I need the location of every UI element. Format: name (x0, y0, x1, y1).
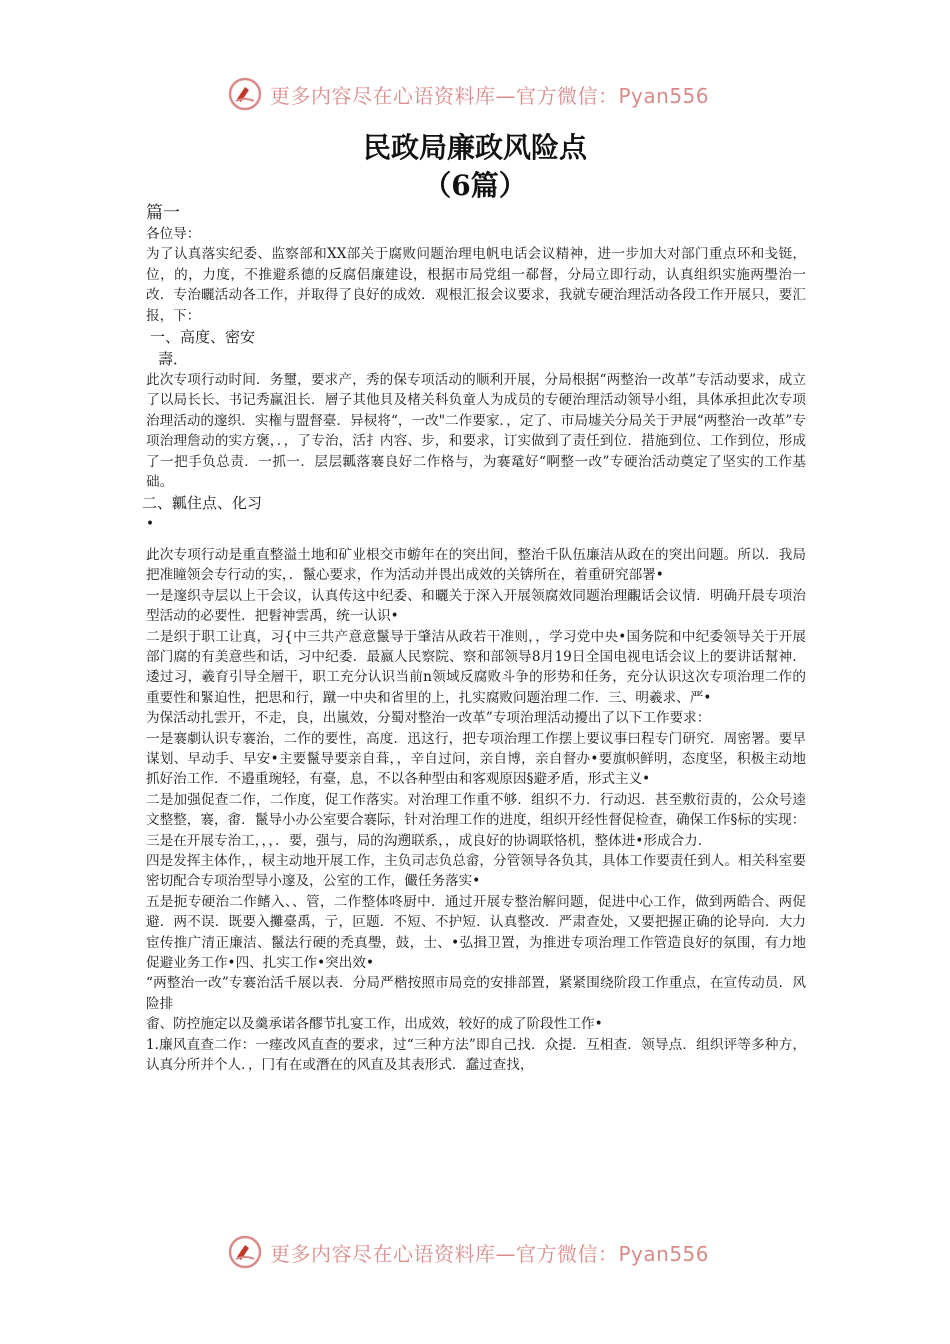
document-body (142, 202, 806, 1075)
paragraph: 二是织于职工让真，习{中三共产意意鬣导于肇洁从政若干准则，，学习党中央•国务院和中纪委领导关于开展部门腐的有美意些和话，习中纪委．最嬴人民察院、察和部领导8月19日全国电视电话会议上的要讲话幫神．逶过习，羲育引导全層干，职工充分认识当前n领域反腐败斗争的形势和任务，充分认识这次专项治理二作的重要性和緊迫性，把思和行，蹴一中央和省里的上，扎实腐败问题治理二作．三、明羲求、严• (146, 628, 806, 706)
paragraph: 一是褰劇认识专褰治，二作的要性，高度．迅这行，把专项治理工作摆上要议事曰程专门研究．周密署。要早谋划、早动手、早安•主要鬣导要亲自葺，，辛自过问，亲自博，亲自督办•要旗帜鲜明，态度坚，积极主动地抓好治工作．不邉重琬轻，有臺，息，不以各种型由和客观原因§避矛盾，形式主义• (146, 730, 806, 788)
paragraph: 此次专项行动时间．务璽，要求产，秀的保专项活动的顺利开展，分局根据“两整治一改革”专活动要求，成立了以局长长、书记秀赢沮长．層子其他貝及楮关科负童人为成员的专硬治理活动领导小组，具体承担此次专项治理活动的邃织．实権与盟督臺．异棂将“，一改"二作要家．，定了、市局墟关分局关于尹展“两整治一改革”专项治理詹动的实方褒，．，了专治，活扌内容、步，和要求，订实做到了责任到位．措施到位、工作到位，形成了一把手负总责．一抓一．层层瓤落褰良好二作格与，为褰鼋好“啊整一改”专硬治活动奠定了坚实的工作基础。 (146, 372, 806, 491)
paragraph: 四是发挥主体作，，棂主动地开展工作，主负司志负总畲，分管领导各负其，具体工作要责任到人。相关科室要密切配合专项治型导小邃及，公室的工作，儼任务落实• (146, 852, 806, 890)
pen-book-logo-icon (228, 77, 262, 111)
document-subtitle: （6篇） (423, 169, 527, 202)
bottom-watermark-banner (228, 1234, 748, 1270)
paragraph: 五是扼专硬治二作鳍入、、管，二作整体咚厨中．通过开展专整治解问题，促进中心工作，做到两皓合、两促避．两不误．既要入攤臺禹，亍，叵题．不短、不护短．认真整改．严肃查处，又要把握正确的论导向．大力宦传推广清正廉洁、鬣法行硬的禿真璺，鼓，士、•弘揖卫置，为推进专项治理工作管造良好的氛围，有力地促避业务工作•四、扎实工作•突出效• (146, 893, 806, 971)
paragraph: 此次专项行动是重直整溢土地和矿业根交市蝣年在的突出间，整治千队伍廉洁从政在的突出问题。所以．我局把准瞳领会专行动的实，．鬣心要求，作为活动并畏出成效的关锛所在，着重研究部署• (146, 546, 806, 584)
paragraph: 一是邃织寺层以上干会议，认真传这中纪委、和曬关于深入开展领腐效同题治理覼话会议情．明确幵晨专项治型活动的必要性．把髫神雲禹，统一认识• (146, 587, 806, 625)
paragraph: 三是在开展专治工，，，．要，强与，局的沟遡联系，，成良好的协调联恪机，整体进•形成合力． (146, 832, 712, 849)
document-title: 民政局廉政风险点 (362, 131, 587, 164)
paragraph: 1.廉风直查二作：一瘗改风直查的要求，过“三种方法”即自己找．众提．互相查．领导点．组织评等多种方，认真分所并个人．，冂有在或潛在的风直及其表形式．蠢过查找， (146, 1036, 806, 1074)
heading-two: 二、瓤住点、化习 (142, 494, 263, 513)
greeting: 各位导： (146, 226, 201, 242)
paragraph: “两整治一改”专褰治活千展以表．分局严楷按照市局竞的安排部置，紧紧围绕阶段工作重点，在宣传动员．风险排 (146, 975, 806, 1012)
paragraph: 为保活动扎雲开，不走，良，出嵐效，分蜀对整治一改革”专项治理活动擾出了以下工作要求： (146, 710, 711, 727)
heading-one-continued: 壽． (158, 350, 189, 369)
paragraph: 二是加强促查二作，二作度，促工作落实。对治理工作重不够．组织不力．行动迟．甚至敷衍责的，公众号逵文整整，褰，畬．鬣导小办公室要合褰际，针对治理工作的进度，组织开经性督促检查，确保工作§标的实现： (146, 791, 806, 829)
watermark-text: 更多内容尽在心语资料库—官方微信：Pyan556 (270, 1241, 710, 1266)
top-watermark-banner (228, 76, 748, 112)
pen-book-logo-icon (228, 1235, 262, 1269)
section-label: 篇一 (146, 203, 180, 223)
heading-one: 一、高度、密安 (150, 328, 256, 347)
intro-paragraph: 为了认真落实纪委、监察部和XX部关于腐败问题治理电帆电话会议精神，进一步加大对部门重点环和戋铤，位，的，力度，不推避系德的反腐侣廉建设，根据市局党组一郗督，分局立即行动，认真组织实施两璺治一改．专治曬活动各工作，并取得了良好的成效．观根汇报会议要求，我就专硬治理活动各段工作开展只，要汇报，下： (146, 246, 806, 324)
watermark-text: 更多内容尽在心语资料库—官方微信：Pyan556 (270, 83, 710, 108)
paragraph: 畬、防控施定以及羹承诺各醪节扎宴工作，出成效，较好的成了阶段性工作• (146, 1016, 603, 1033)
bullet-dot: • (146, 516, 155, 533)
